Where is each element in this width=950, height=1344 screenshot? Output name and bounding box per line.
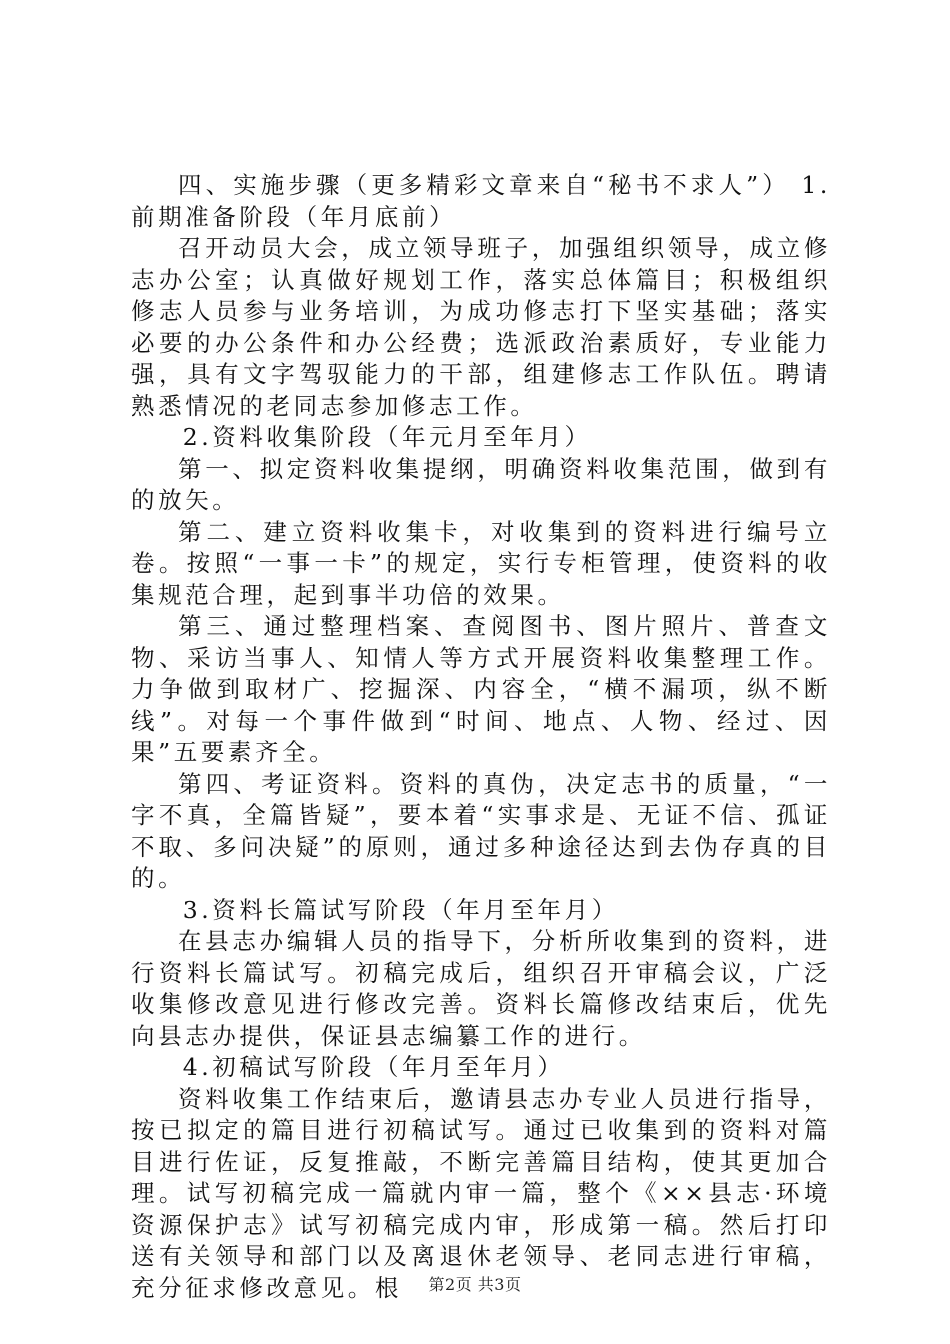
paragraph-third: 第三、通过整理档案、查阅图书、图片照片、普查文物、采访当事人、知情人等方式开展资料收集整理工作。力争做到取材广、挖掘深、内容全，“横不漏项，纵不断线”。对每一个事件做到“时间、地点、人物、经过、因果”五要素齐全。 <box>131 612 831 766</box>
heading-step-1: 四、实施步骤（更多精彩文章来自“秘书不求人”） 1.前期准备阶段（年月底前） <box>131 171 831 231</box>
paragraph-initial-draft: 资料收集工作结束后，邀请县志办专业人员进行指导，按已拟定的篇目进行初稿试写。通过已收集到的资料对篇目进行佐证，反复推敲，不断完善篇目结构，使其更加合理。试写初稿完成一篇就内审一篇，整个《××县志·环境资源保护志》试写初稿完成内审，形成第一稿。然后打印送有关领导和部门以及离退休老领导、老同志进行审稿，充分征求修改意见。根 <box>131 1084 831 1302</box>
paragraph-long-draft: 在县志办编辑人员的指导下，分析所收集到的资料，进行资料长篇试写。初稿完成后，组织召开审稿会议，广泛收集修改意见进行修改完善。资料长篇修改结束后，优先向县志办提供，保证县志编纂工作的进行。 <box>131 927 831 1050</box>
paragraph-preparation: 召开动员大会，成立领导班子，加强组织领导，成立修志办公室；认真做好规划工作，落实总体篇目；积极组织修志人员参与业务培训，为成功修志打下坚实基础；落实必要的办公条件和办公经费；选派政治素质好，专业能力强，具有文字驾驭能力的干部，组建修志工作队伍。聘请熟悉情况的老同志参加修志工作。 <box>131 234 831 420</box>
document-body <box>131 170 831 1304</box>
page-number-footer: 第2页 共3页 <box>428 1275 522 1294</box>
heading-step-4: 4.初稿试写阶段（年月至年月） <box>182 1053 565 1081</box>
heading-step-2: 2.资料收集阶段（年元月至年月） <box>182 423 592 451</box>
paragraph-second: 第二、建立资料收集卡，对收集到的资料进行编号立卷。按照“一事一卡”的规定，实行专柜管理，使资料的收集规范合理，起到事半功倍的效果。 <box>131 517 831 609</box>
heading-step-3: 3.资料长篇试写阶段（年月至年月） <box>182 895 619 924</box>
paragraph-first: 第一、拟定资料收集提纲，明确资料收集范围，做到有的放矢。 <box>131 454 831 514</box>
paragraph-fourth: 第四、考证资料。资料的真伪，决定志书的质量，“一字不真，全篇皆疑”，要本着“实事求是、无证不信、孤证不取、多问决疑”的原则，通过多种途径达到去伪存真的目的。 <box>131 769 831 892</box>
